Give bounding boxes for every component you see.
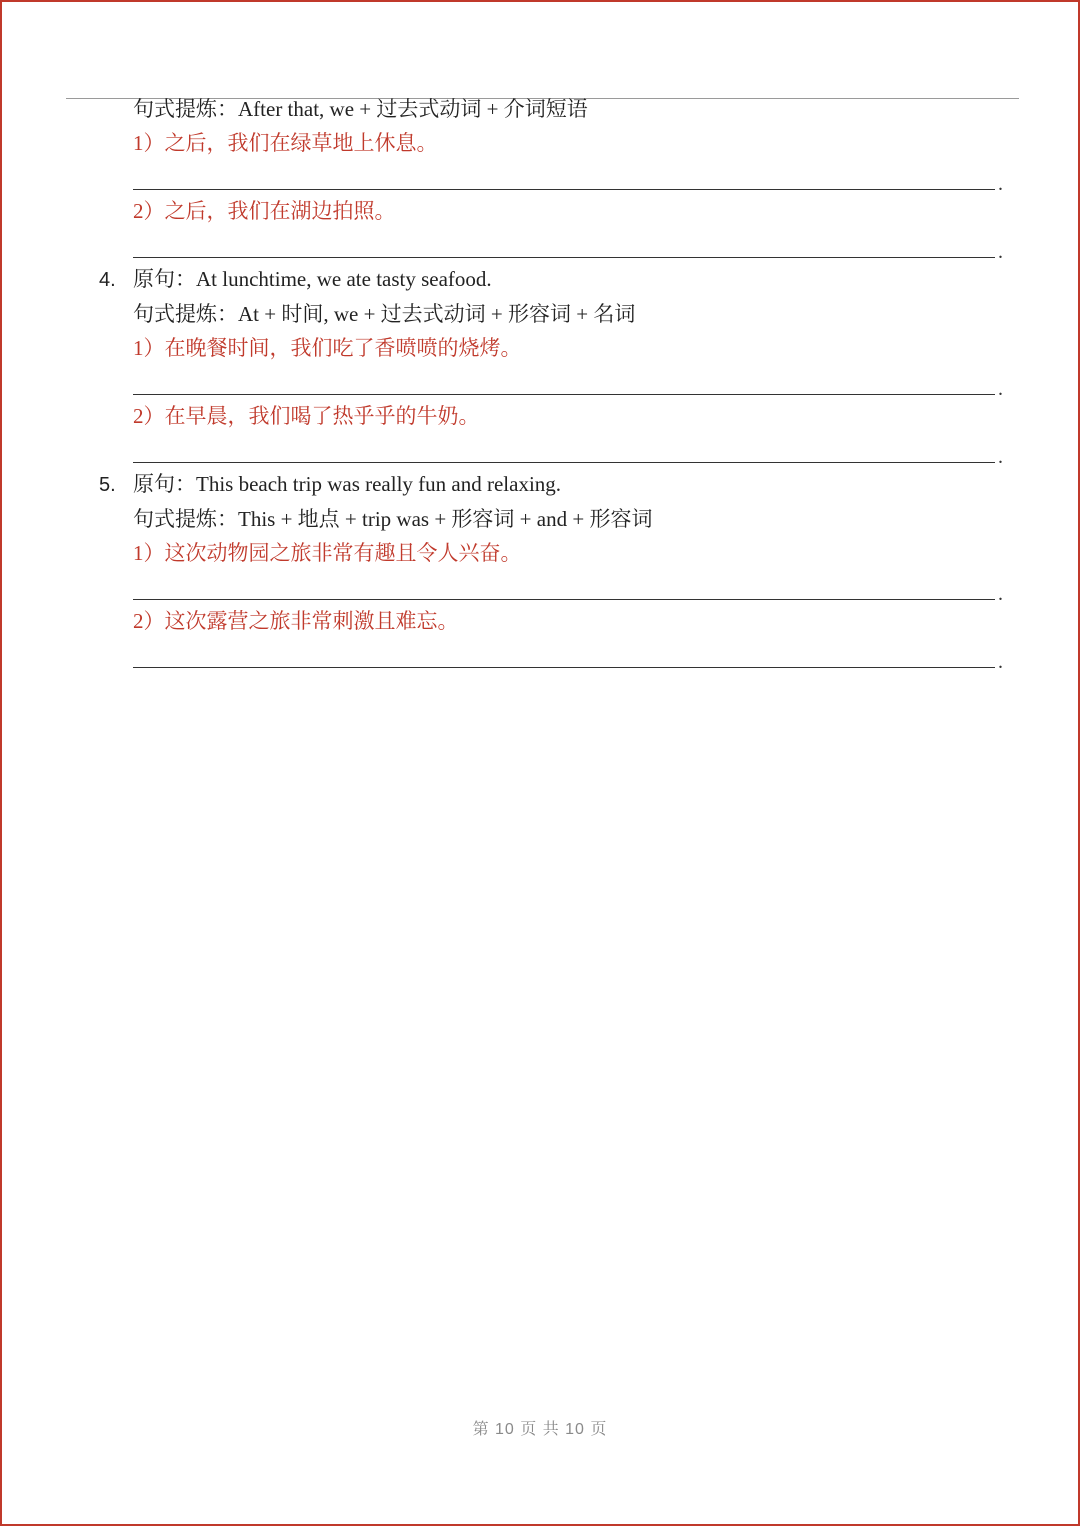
page-footer: 第 10 页 共 10 页: [472, 1421, 608, 1438]
answer-line-3-1[interactable]: .: [133, 160, 1003, 190]
original-4: [2, 262, 1078, 297]
item-number-4: 4.: [99, 269, 116, 291]
prompt-5-1: 1）这次动物园之旅非常有趣且令人兴奋。: [133, 541, 522, 565]
prompt-3-1: 1）之后，我们在绿草地上休息。: [133, 131, 438, 155]
exercise-content: [2, 92, 1078, 673]
prompt-3-2: 2）之后，我们在湖边拍照。: [133, 199, 396, 223]
prompt-4-2: 2）在早晨，我们喝了热乎乎的牛奶。: [133, 404, 480, 428]
answer-line-5-1[interactable]: .: [133, 570, 1003, 600]
pattern-4: 句式提炼：At + 时间, we + 过去式动词 + 形容词 + 名词: [133, 302, 636, 326]
answer-line-3-2[interactable]: .: [133, 228, 1003, 258]
pattern-5: 句式提炼：This + 地点 + trip was + 形容词 + and + 形容词: [133, 507, 653, 531]
item-number-5: 5.: [99, 474, 116, 496]
prompt-5-2: 2）这次露营之旅非常刺激且难忘。: [133, 609, 459, 633]
original-text-5: 原句：This beach trip was really fun and relaxing.: [133, 472, 562, 496]
prompt-4-1: 1）在晚餐时间，我们吃了香喷喷的烧烤。: [133, 336, 522, 360]
original-text-4: 原句：At lunchtime, we ate tasty seafood.: [133, 267, 492, 291]
answer-line-4-1[interactable]: .: [133, 365, 1003, 395]
original-5: [2, 467, 1078, 502]
answer-line-5-2[interactable]: .: [133, 638, 1003, 668]
answer-line-4-2[interactable]: .: [133, 433, 1003, 463]
pattern-3: 句式提炼：After that, we + 过去式动词 + 介词短语: [133, 97, 588, 121]
